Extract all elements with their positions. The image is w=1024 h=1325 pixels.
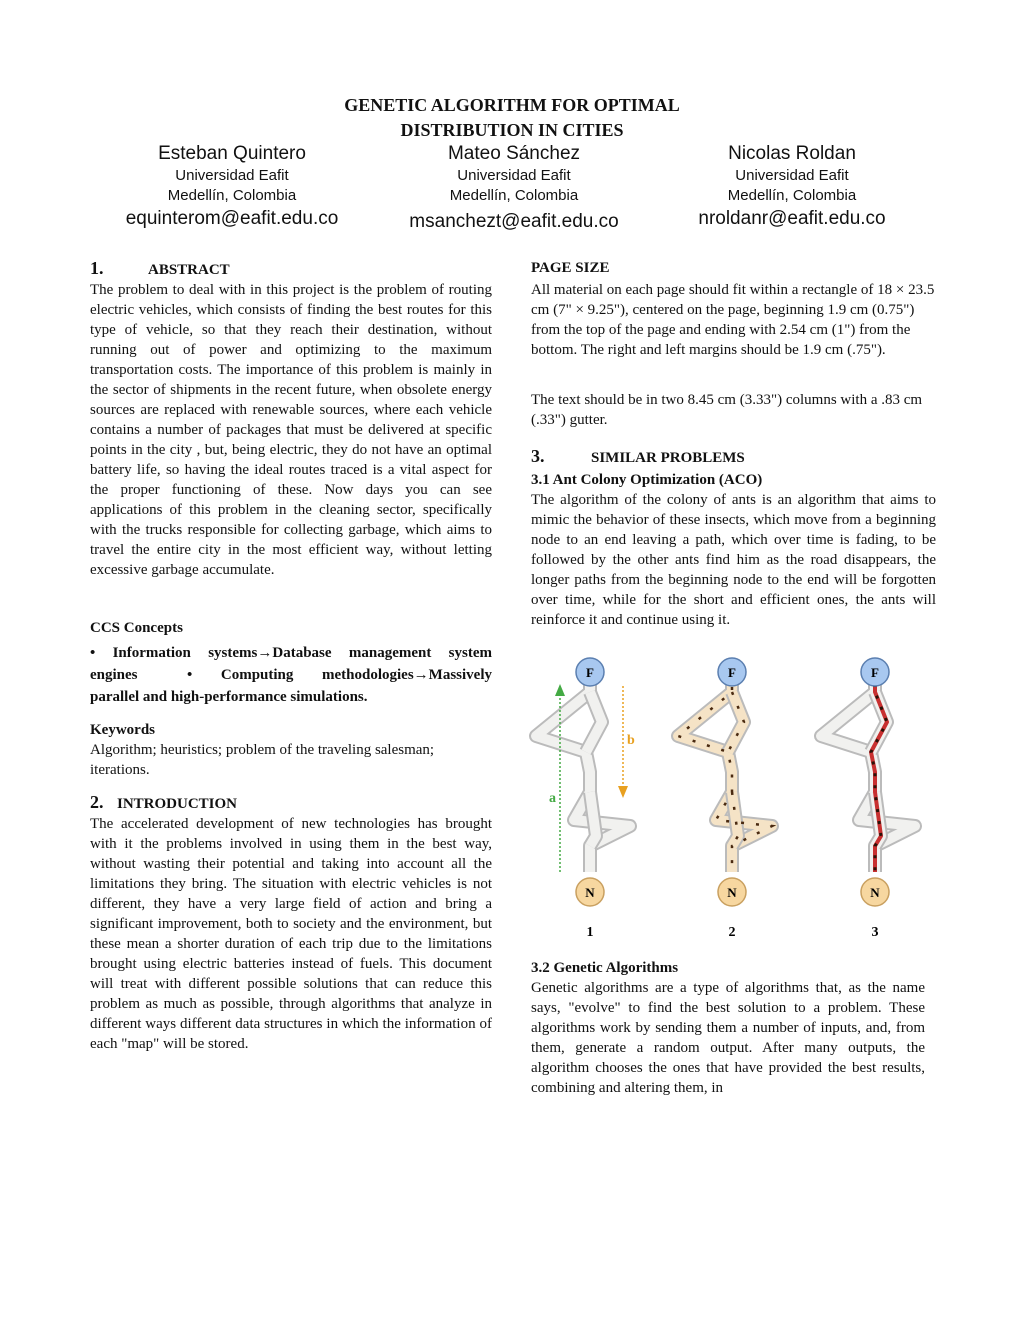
ccs-concepts [90, 642, 492, 708]
node-label: F [728, 665, 736, 680]
section-title: ABSTRACT [148, 262, 230, 278]
panel-label: 2 [728, 925, 736, 940]
section-number: 1. [90, 258, 104, 278]
abstract-text: The problem to deal with in this project is the problem of routing electric vehicles, which consists of finding the best routes for this type of vehicle, so that they reach their destination, without running out of power and optimizing to the maximum transportation costs. The importance of this problem is mainly in the sector of shipments in the recent future, when obsolete energy sources are replaced with renewable sources, where each vehicle contains a number of packages that must be delivered at specific points in the city , but, being electric, they do not have an optimal battery life, so having the ideal routes traced is a vital aspect for the proper functioning of these. Now days you can see applications of this problem in the cleaning sector, specifically with the trucks responsible for collecting garbage, which aims to travel the entire city in the most efficient way, without letting excessive garbage accumulate. [90, 282, 492, 578]
ccs-term: engines [90, 667, 138, 683]
path-b-arrow [618, 786, 628, 798]
author-name: Esteban Quintero [158, 143, 306, 164]
keywords-heading: Keywords [90, 722, 155, 738]
right-column [531, 258, 936, 630]
figure-panel-2 [678, 672, 772, 872]
author-affiliation: Universidad Eafit [175, 167, 289, 184]
paper-title-line1: GENETIC ALGORITHM FOR OPTIMAL [344, 95, 680, 115]
left-column [90, 258, 492, 1054]
node-top-3 [861, 658, 889, 686]
author-affiliation: Universidad Eafit [457, 167, 571, 184]
figure-panel-1 [536, 672, 630, 872]
author-location: Medellín, Colombia [167, 187, 297, 204]
author-block [672, 142, 912, 231]
path-road [590, 792, 596, 846]
ccs-heading: CCS Concepts [90, 620, 183, 636]
genetic-section [531, 958, 925, 1098]
path-a-label: a [549, 791, 556, 806]
author-email: nroldanr@eafit.edu.co [698, 208, 886, 229]
node-bottom-1 [576, 878, 604, 906]
aco-heading: 3.1 Ant Colony Optimization (ACO) [531, 472, 763, 488]
node-label: N [727, 885, 737, 900]
panel-label: 1 [586, 925, 594, 940]
node-top-2 [718, 658, 746, 686]
author-location: Medellín, Colombia [727, 187, 857, 204]
page-size-text-2: The text should be in two 8.45 cm (3.33") columns with a .83 cm (.33") gutter. [531, 392, 923, 428]
introduction-text: The accelerated development of new technologies has brought with it the problems involved in using them in the best way, without wasting their potential and taking into account all the limitations they bring. The situation with electric vehicles is not different, they have a very large field of action and bring a significant improvement, both to society and the environment, but these mean a shorter duration of each trip due to the limitations brought using electric batteries instead of fuels. This document will treat with different possible solutions that can reduce this problem as much as possible, through algorithms that analyze in different ways different data structures in which the information of each "map" will be stored. [90, 816, 492, 1052]
aco-text: The algorithm of the colony of ants is an algorithm that aims to mimic the behavior of these insects, which move from a beginning node to an end leaving a path, which over time is fading, to be followed by the other ants find him as the road disappears, the longer paths from the beginning node to the end will be forgotten over time, while for the short and efficient ones, the ants will reinforce it and continue using it. [531, 492, 936, 628]
node-bottom-3 [861, 878, 889, 906]
author-block [394, 142, 634, 234]
node-label: F [871, 665, 879, 680]
node-label: N [870, 885, 880, 900]
paper-title-line2: DISTRIBUTION IN CITIES [400, 120, 624, 140]
ccs-line: parallel and high-performance simulations. [90, 689, 368, 705]
author-name: Nicolas Roldan [728, 143, 856, 164]
ccs-term: • Computing methodologies→Massively [187, 667, 492, 683]
abstract-heading [90, 258, 492, 280]
section-number: 3. [531, 446, 545, 466]
path-a-arrow [555, 684, 565, 696]
node-label: N [585, 885, 595, 900]
panel-label: 3 [871, 925, 879, 940]
author-email: equinterom@eafit.edu.co [125, 208, 339, 229]
section-title: INTRODUCTION [117, 796, 238, 812]
author-affiliation: Universidad Eafit [735, 167, 849, 184]
node-bottom-2 [718, 878, 746, 906]
node-label: F [586, 665, 594, 680]
similar-heading [531, 446, 936, 468]
ccs-line: • Information systems→Database management system [90, 645, 492, 661]
author-email: msanchezt@eafit.edu.co [409, 211, 619, 232]
aco-figure [528, 652, 938, 947]
section-title: SIMILAR PROBLEMS [591, 450, 745, 466]
section-number: 2. [90, 792, 104, 812]
introduction-heading [90, 792, 492, 814]
author-block [112, 142, 352, 231]
ccs-line [90, 664, 492, 686]
figure-panel-3 [821, 672, 915, 872]
page-size-heading: PAGE SIZE [531, 260, 610, 276]
author-name: Mateo Sánchez [447, 143, 581, 164]
node-top-1 [576, 658, 604, 686]
genetic-text: Genetic algorithms are a type of algorithms that, as the name says, "evolve" to find the best solution to a problem. These algorithms work by sending them a number of inputs, and, from them, generate a random output. After many outputs, the algorithm chooses the ones that have provided the best results, combining and altering them, in [531, 980, 925, 1096]
author-location: Medellín, Colombia [449, 187, 579, 204]
keywords-text: Algorithm; heuristics; problem of the traveling salesman; iterations. [90, 742, 435, 778]
genetic-heading: 3.2 Genetic Algorithms [531, 960, 679, 976]
page-size-text-1: All material on each page should fit within a rectangle of 18 × 23.5 cm (7" × 9.25"), centered on the page, beginning 1.9 cm (0.75") from the top of the page and ending with 2.54 cm (1") from the bottom. The right and left margins should be 1.9 cm (.75"). [531, 282, 935, 358]
path-b-label: b [627, 733, 635, 748]
